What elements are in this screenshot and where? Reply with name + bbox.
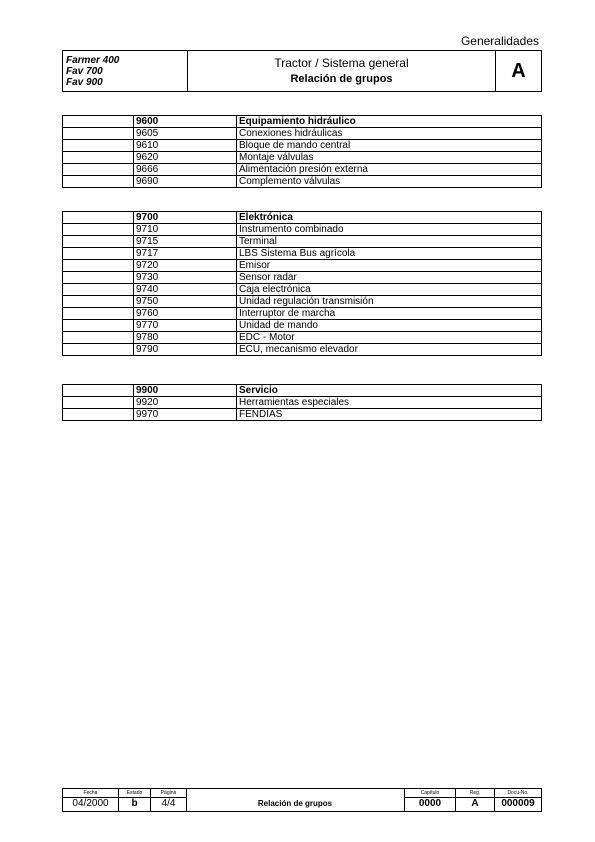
- spacer-cell: [63, 308, 134, 320]
- footer-reg-label: Reg.: [456, 790, 494, 798]
- footer-capitulo: [404, 789, 455, 811]
- group-code: 9750: [134, 296, 237, 308]
- group-name: LBS Sistema Bus agrícola: [237, 248, 542, 260]
- group-name: Conexiones hidráulicas: [237, 128, 542, 140]
- group-table-9700: [62, 211, 542, 356]
- group-code: 9760: [134, 308, 237, 320]
- group-code: 9715: [134, 236, 237, 248]
- footer-estado-value: b: [131, 798, 138, 809]
- spacer-cell: [63, 248, 134, 260]
- table-row: [63, 284, 542, 296]
- spacer-cell: [63, 409, 134, 421]
- group-name: Equipamiento hidráulico: [237, 116, 542, 128]
- spacer-cell: [63, 284, 134, 296]
- header-subtitle: Relación de grupos: [290, 73, 393, 85]
- table-row: [63, 260, 542, 272]
- spacer-cell: [63, 176, 134, 188]
- chapter-letter: A: [495, 51, 541, 91]
- table-row: [63, 344, 542, 356]
- group-header-row: [63, 212, 542, 224]
- model-name: Fav 900: [66, 77, 103, 88]
- table-row: [63, 320, 542, 332]
- table-row: [63, 236, 542, 248]
- table-row: [63, 272, 542, 284]
- group-name: Montaje válvulas: [237, 152, 542, 164]
- table-row: [63, 152, 542, 164]
- group-name: ECU, mecanismo elevador: [237, 344, 542, 356]
- section-title: Generalidades: [460, 34, 539, 48]
- spacer-cell: [63, 296, 134, 308]
- spacer-cell: [63, 397, 134, 409]
- group-name: Caja electrónica: [237, 284, 542, 296]
- group-code: 9717: [134, 248, 237, 260]
- group-code: 9666: [134, 164, 237, 176]
- group-code: 9790: [134, 344, 237, 356]
- spacer-cell: [63, 116, 134, 128]
- table-row: [63, 248, 542, 260]
- group-table-9600: [62, 115, 542, 188]
- spacer-cell: [63, 212, 134, 224]
- footer-capitulo-value: 0000: [418, 798, 442, 809]
- footer-reg: [455, 789, 494, 811]
- group-table-9900: [62, 384, 542, 421]
- group-name: Terminal: [237, 236, 542, 248]
- footer-pagina-value: 4/4: [161, 798, 176, 809]
- footer-pagina: [150, 789, 186, 811]
- group-code: 9600: [134, 116, 237, 128]
- table-row: [63, 224, 542, 236]
- spacer-cell: [63, 152, 134, 164]
- footer-docu-value: 000009: [501, 798, 535, 809]
- spacer-cell: [63, 140, 134, 152]
- model-list: [63, 51, 188, 91]
- group-code: 9900: [134, 385, 237, 397]
- footer-capitulo-label: Capítulo: [405, 790, 455, 798]
- group-code: 9920: [134, 397, 237, 409]
- table-row: [63, 128, 542, 140]
- spacer-cell: [63, 320, 134, 332]
- spacer-cell: [63, 344, 134, 356]
- group-name: Alimentación presión externa: [237, 164, 542, 176]
- header-title-block: [188, 51, 495, 91]
- group-code: 9710: [134, 224, 237, 236]
- group-name: Unidad regulación transmisión: [237, 296, 542, 308]
- spacer-cell: [63, 272, 134, 284]
- group-name: Interruptor de marcha: [237, 308, 542, 320]
- footer-docu: [494, 789, 542, 811]
- table-row: [63, 140, 542, 152]
- spacer-cell: [63, 385, 134, 397]
- group-name: Sensor radar: [237, 272, 542, 284]
- spacer-cell: [63, 128, 134, 140]
- group-name: Elektrónica: [237, 212, 542, 224]
- header-title: Tractor / Sistema general: [274, 56, 409, 70]
- spacer-cell: [63, 260, 134, 272]
- group-code: 9610: [134, 140, 237, 152]
- group-name: FENDIAS: [237, 409, 542, 421]
- table-row: [63, 397, 542, 409]
- group-name: Herramientas especiales: [237, 397, 542, 409]
- footer-reg-value: A: [471, 798, 479, 809]
- footer-estado: [118, 789, 150, 811]
- group-name: Instrumento combinado: [237, 224, 542, 236]
- group-code: 9780: [134, 332, 237, 344]
- document-footer: [62, 788, 542, 812]
- table-row: [63, 332, 542, 344]
- spacer-cell: [63, 236, 134, 248]
- table-row: [63, 176, 542, 188]
- group-code: 9700: [134, 212, 237, 224]
- spacer-cell: [63, 332, 134, 344]
- model-name: Farmer 400: [66, 55, 120, 66]
- table-row: [63, 308, 542, 320]
- table-row: [63, 409, 542, 421]
- group-name: Complemento válvulas: [237, 176, 542, 188]
- group-name: EDC - Motor: [237, 332, 542, 344]
- group-code: 9740: [134, 284, 237, 296]
- group-name: Bloque de mando central: [237, 140, 542, 152]
- group-name: Servicio: [237, 385, 542, 397]
- group-name: Emisor: [237, 260, 542, 272]
- group-code: 9730: [134, 272, 237, 284]
- group-code: 9605: [134, 128, 237, 140]
- model-name: Fav 700: [66, 66, 103, 77]
- table-row: [63, 164, 542, 176]
- footer-title: Relación de grupos: [257, 799, 333, 808]
- group-code: 9720: [134, 260, 237, 272]
- group-name: Unidad de mando: [237, 320, 542, 332]
- group-code: 9620: [134, 152, 237, 164]
- footer-fecha: [62, 789, 118, 811]
- group-code: 9770: [134, 320, 237, 332]
- spacer-cell: [63, 224, 134, 236]
- document-header: [62, 50, 542, 92]
- footer-pagina-label: Página: [151, 790, 186, 798]
- footer-fecha-value: 04/2000: [72, 798, 109, 809]
- footer-docu-label: Docu-No.: [495, 790, 541, 798]
- group-header-row: [63, 116, 542, 128]
- group-code: 9690: [134, 176, 237, 188]
- table-row: [63, 296, 542, 308]
- footer-estado-label: Estado: [119, 790, 150, 798]
- footer-fecha-label: Fecha: [63, 790, 118, 798]
- spacer-cell: [63, 164, 134, 176]
- group-header-row: [63, 385, 542, 397]
- group-code: 9970: [134, 409, 237, 421]
